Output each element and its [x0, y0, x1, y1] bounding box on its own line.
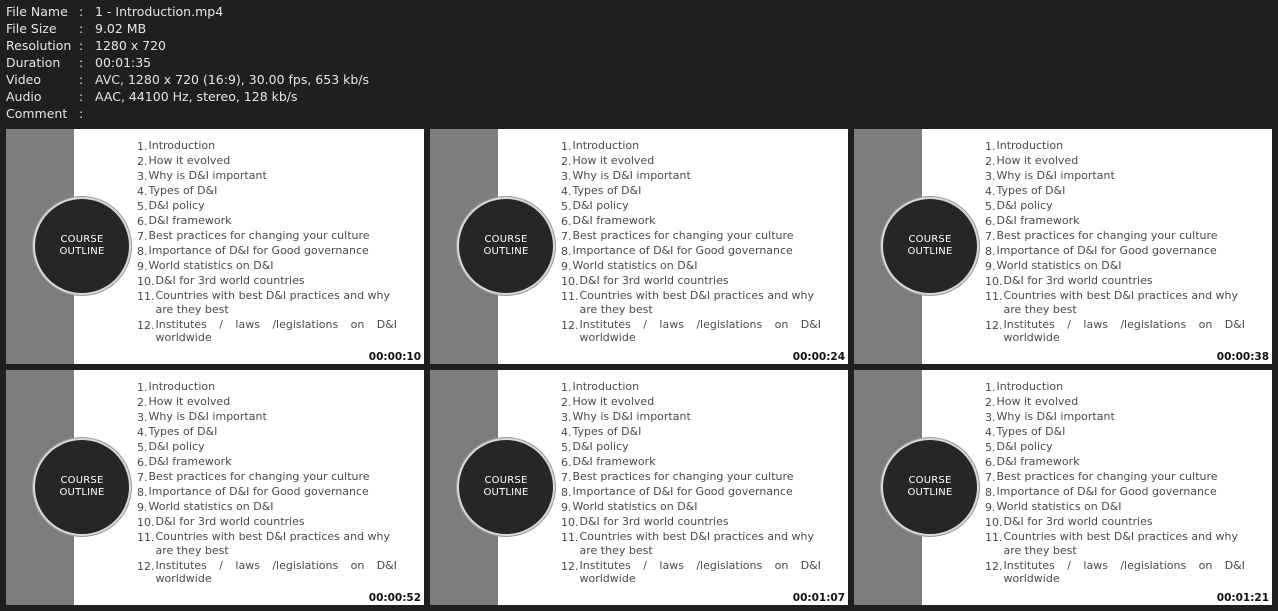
outline-item-number: 9.	[985, 260, 996, 273]
outline-item-text: World statistics on D&I	[996, 500, 1122, 513]
outline-item-text: Best practices for changing your culture	[996, 470, 1218, 483]
outline-item-text: Why is D&I important	[148, 410, 267, 423]
outline-item-number: 8.	[137, 245, 148, 258]
outline-item	[985, 139, 1245, 154]
outline-item-text: Best practices for changing your culture	[996, 229, 1218, 242]
outline-item-number: 1.	[561, 140, 572, 153]
outline-item-text: Importance of D&I for Good governance	[572, 244, 793, 257]
course-outline-list	[985, 139, 1245, 346]
outline-item-number: 12.	[561, 559, 579, 573]
badge-line: OUTLINE	[907, 246, 953, 257]
outline-item	[137, 530, 397, 557]
outline-item-text: Importance of D&I for Good governance	[148, 244, 369, 257]
outline-item-text: Why is D&I important	[996, 169, 1115, 182]
outline-item-number: 7.	[985, 230, 996, 243]
outline-item-text: How it evolved	[572, 395, 655, 408]
outline-item	[985, 169, 1245, 184]
thumbnail-timestamp: 00:00:24	[792, 351, 845, 363]
outline-item-text: D&I policy	[996, 199, 1053, 212]
outline-item-text: D&I for 3rd world countries	[579, 515, 729, 528]
outline-item-text: Introduction	[572, 380, 640, 393]
meta-row-file-size	[6, 20, 369, 37]
outline-item	[137, 395, 397, 410]
outline-item-number: 12.	[137, 559, 155, 573]
outline-item	[985, 395, 1245, 410]
outline-item-text: Types of D&I	[572, 184, 642, 197]
meta-row-duration	[6, 54, 369, 71]
outline-item-number: 1.	[137, 381, 148, 394]
outline-item-number: 11.	[985, 290, 1003, 303]
meta-label: File Size	[6, 21, 57, 36]
outline-item-number: 2.	[137, 396, 148, 409]
outline-item-text: Countries with best D&I practices and why are they best	[155, 289, 391, 316]
outline-item-number: 4.	[985, 185, 996, 198]
outline-item-text: D&I for 3rd world countries	[1003, 515, 1153, 528]
outline-item-text: Countries with best D&I practices and why are they best	[579, 530, 815, 557]
course-outline-list	[137, 380, 397, 587]
outline-item	[561, 395, 821, 410]
outline-item-text: Introduction	[148, 380, 216, 393]
outline-item-text: World statistics on D&I	[148, 259, 274, 272]
outline-item-number: 11.	[137, 531, 155, 544]
outline-item	[561, 530, 821, 557]
outline-item-text: D&I policy	[572, 199, 629, 212]
outline-item-number: 6.	[137, 215, 148, 228]
video-thumbnail-5[interactable]	[430, 370, 848, 605]
outline-item	[985, 289, 1245, 316]
course-outline-list	[561, 139, 821, 346]
outline-item-text: How it evolved	[996, 395, 1079, 408]
outline-item-number: 7.	[561, 471, 572, 484]
outline-item	[561, 515, 821, 530]
outline-item-number: 8.	[985, 245, 996, 258]
outline-item-text: Introduction	[996, 139, 1064, 152]
meta-row-comment	[6, 105, 369, 122]
outline-item	[137, 440, 397, 455]
outline-item	[561, 485, 821, 500]
outline-item-text: Best practices for changing your culture	[148, 470, 370, 483]
meta-separator: :	[79, 21, 84, 36]
outline-item-text: Institutes / laws /legislations on D&I worldwide	[155, 317, 397, 344]
meta-label: Comment	[6, 106, 68, 121]
outline-item-text: Importance of D&I for Good governance	[572, 485, 793, 498]
outline-item-text: Institutes / laws /legislations on D&I worldwide	[579, 317, 821, 344]
outline-item-text: Types of D&I	[996, 184, 1066, 197]
outline-item	[985, 154, 1245, 169]
video-thumbnail-1[interactable]	[6, 129, 424, 364]
outline-item-number: 9.	[561, 260, 572, 273]
outline-item	[985, 485, 1245, 500]
outline-item	[561, 214, 821, 229]
badge-line: COURSE	[60, 233, 104, 245]
outline-item	[561, 440, 821, 455]
outline-item-text: How it evolved	[148, 154, 231, 167]
thumbnail-timestamp: 00:01:07	[792, 592, 845, 604]
meta-separator: :	[79, 55, 84, 70]
outline-item-text: Importance of D&I for Good governance	[996, 485, 1217, 498]
meta-label: Audio	[6, 89, 42, 104]
outline-item-text: World statistics on D&I	[996, 259, 1122, 272]
outline-item-number: 9.	[985, 501, 996, 514]
course-outline-list	[137, 139, 397, 346]
meta-value: 9.02 MB	[95, 21, 147, 36]
outline-item	[561, 274, 821, 289]
outline-item	[561, 470, 821, 485]
outline-item-number: 12.	[985, 318, 1003, 332]
meta-value: 1280 x 720	[95, 38, 167, 53]
outline-item	[137, 169, 397, 184]
outline-item	[561, 425, 821, 440]
outline-item-number: 12.	[137, 318, 155, 332]
outline-item	[137, 380, 397, 395]
course-outline-badge	[457, 438, 555, 536]
outline-item	[985, 244, 1245, 259]
outline-item-number: 6.	[137, 456, 148, 469]
outline-item	[137, 470, 397, 485]
outline-item-text: Countries with best D&I practices and why are they best	[1003, 530, 1239, 557]
outline-item	[561, 169, 821, 184]
outline-item	[561, 184, 821, 199]
outline-item	[137, 184, 397, 199]
meta-row-audio	[6, 88, 369, 105]
outline-item	[561, 500, 821, 515]
outline-item	[985, 410, 1245, 425]
outline-item-number: 11.	[985, 531, 1003, 544]
outline-item-number: 6.	[561, 456, 572, 469]
outline-item-number: 8.	[985, 486, 996, 499]
course-outline-badge	[33, 438, 131, 536]
outline-item	[561, 139, 821, 154]
meta-label: File Name	[6, 4, 68, 19]
outline-item	[137, 139, 397, 154]
outline-item-text: Types of D&I	[148, 184, 218, 197]
outline-item-text: Why is D&I important	[996, 410, 1115, 423]
meta-row-resolution	[6, 37, 369, 54]
outline-item-text: Types of D&I	[996, 425, 1066, 438]
outline-item	[985, 184, 1245, 199]
outline-item-number: 8.	[137, 486, 148, 499]
outline-item-number: 1.	[561, 381, 572, 394]
outline-item	[137, 485, 397, 500]
meta-value: 00:01:35	[95, 55, 152, 70]
outline-item-text: Institutes / laws /legislations on D&I worldwide	[155, 558, 397, 585]
outline-item-number: 6.	[985, 215, 996, 228]
outline-item-number: 5.	[137, 441, 148, 454]
outline-item	[137, 425, 397, 440]
outline-item-text: Introduction	[572, 139, 640, 152]
outline-item-number: 11.	[561, 290, 579, 303]
badge-line: COURSE	[60, 474, 104, 486]
thumbnail-grid	[6, 129, 1272, 605]
outline-item-number: 10.	[561, 275, 579, 288]
outline-item	[985, 274, 1245, 289]
course-outline-badge	[33, 197, 131, 295]
course-outline-badge	[457, 197, 555, 295]
outline-item-number: 6.	[561, 215, 572, 228]
outline-item-number: 3.	[561, 170, 572, 183]
outline-item	[137, 455, 397, 470]
course-outline-list	[985, 380, 1245, 587]
video-thumbnail-3[interactable]	[854, 129, 1272, 364]
badge-line: COURSE	[484, 474, 528, 486]
outline-item	[561, 259, 821, 274]
outline-item	[985, 500, 1245, 515]
outline-item-number: 10.	[985, 275, 1003, 288]
outline-item	[137, 259, 397, 274]
badge-line: COURSE	[908, 474, 952, 486]
outline-item-number: 1.	[985, 381, 996, 394]
outline-item-text: Best practices for changing your culture	[572, 470, 794, 483]
outline-item-text: Why is D&I important	[572, 169, 691, 182]
outline-item-text: D&I policy	[572, 440, 629, 453]
outline-item	[561, 244, 821, 259]
outline-item	[985, 259, 1245, 274]
outline-item-number: 4.	[137, 426, 148, 439]
outline-item	[985, 425, 1245, 440]
outline-item-number: 7.	[137, 471, 148, 484]
outline-item-text: D&I framework	[996, 214, 1080, 227]
outline-item	[137, 289, 397, 316]
outline-item-text: Why is D&I important	[148, 169, 267, 182]
outline-item	[137, 559, 397, 586]
outline-item	[985, 470, 1245, 485]
outline-item	[137, 515, 397, 530]
badge-line: OUTLINE	[59, 487, 105, 498]
outline-item-number: 10.	[561, 516, 579, 529]
outline-item-number: 1.	[137, 140, 148, 153]
outline-item-text: D&I framework	[572, 455, 656, 468]
outline-item	[561, 455, 821, 470]
badge-line: COURSE	[484, 233, 528, 245]
badge-line: COURSE	[908, 233, 952, 245]
outline-item	[985, 199, 1245, 214]
outline-item-number: 8.	[561, 245, 572, 258]
outline-item	[561, 154, 821, 169]
outline-item-text: Best practices for changing your culture	[148, 229, 370, 242]
outline-item	[985, 530, 1245, 557]
outline-item-text: D&I framework	[148, 214, 232, 227]
outline-item-text: D&I framework	[996, 455, 1080, 468]
outline-item-number: 5.	[985, 200, 996, 213]
meta-separator: :	[79, 106, 84, 121]
outline-item-text: D&I for 3rd world countries	[155, 515, 305, 528]
outline-item	[985, 380, 1245, 395]
outline-item	[985, 214, 1245, 229]
outline-item	[137, 274, 397, 289]
outline-item-text: Countries with best D&I practices and why are they best	[579, 289, 815, 316]
outline-item-text: D&I policy	[148, 199, 205, 212]
outline-item-text: D&I framework	[148, 455, 232, 468]
outline-item-number: 4.	[137, 185, 148, 198]
outline-item	[561, 380, 821, 395]
outline-item-number: 3.	[561, 411, 572, 424]
meta-value: AAC, 44100 Hz, stereo, 128 kb/s	[95, 89, 298, 104]
badge-line: OUTLINE	[483, 246, 529, 257]
outline-item-number: 2.	[561, 396, 572, 409]
outline-item-text: Introduction	[148, 139, 216, 152]
outline-item-number: 4.	[561, 185, 572, 198]
meta-row-video	[6, 71, 369, 88]
meta-label: Resolution	[6, 38, 72, 53]
thumbnail-timestamp: 00:00:10	[368, 351, 421, 363]
outline-item-number: 12.	[985, 559, 1003, 573]
outline-item-text: D&I policy	[996, 440, 1053, 453]
outline-item	[137, 318, 397, 345]
outline-item-text: How it evolved	[996, 154, 1079, 167]
outline-item-number: 10.	[985, 516, 1003, 529]
outline-item-number: 5.	[137, 200, 148, 213]
outline-item-text: Best practices for changing your culture	[572, 229, 794, 242]
outline-item-number: 2.	[561, 155, 572, 168]
outline-item	[137, 214, 397, 229]
outline-item-text: Institutes / laws /legislations on D&I worldwide	[1003, 558, 1245, 585]
outline-item-number: 3.	[137, 411, 148, 424]
outline-item	[985, 515, 1245, 530]
outline-item-text: World statistics on D&I	[572, 259, 698, 272]
outline-item-number: 11.	[137, 290, 155, 303]
outline-item-text: Types of D&I	[572, 425, 642, 438]
meta-separator: :	[79, 89, 84, 104]
outline-item-number: 5.	[561, 200, 572, 213]
meta-label: Video	[6, 72, 42, 87]
meta-separator: :	[79, 72, 84, 87]
outline-item	[137, 199, 397, 214]
outline-item-number: 3.	[137, 170, 148, 183]
badge-line: OUTLINE	[907, 487, 953, 498]
outline-item	[561, 199, 821, 214]
outline-item-number: 2.	[137, 155, 148, 168]
outline-item-text: Countries with best D&I practices and why are they best	[1003, 289, 1239, 316]
outline-item-number: 10.	[137, 275, 155, 288]
outline-item-number: 1.	[985, 140, 996, 153]
outline-item-number: 5.	[561, 441, 572, 454]
thumbnail-timestamp: 00:01:21	[1216, 592, 1269, 604]
outline-item-text: D&I for 3rd world countries	[155, 274, 305, 287]
outline-item-text: Institutes / laws /legislations on D&I worldwide	[579, 558, 821, 585]
thumbnail-timestamp: 00:00:52	[368, 592, 421, 604]
outline-item-number: 7.	[561, 230, 572, 243]
course-outline-list	[561, 380, 821, 587]
thumbnail-timestamp: 00:00:38	[1216, 351, 1269, 363]
outline-item-text: D&I policy	[148, 440, 205, 453]
outline-item-text: D&I for 3rd world countries	[579, 274, 729, 287]
outline-item-number: 11.	[561, 531, 579, 544]
outline-item-number: 9.	[137, 260, 148, 273]
meta-label: Duration	[6, 55, 61, 70]
outline-item-number: 4.	[561, 426, 572, 439]
meta-row-file-name	[6, 3, 369, 20]
outline-item	[137, 229, 397, 244]
meta-value: 1 - Introduction.mp4	[95, 4, 224, 19]
meta-separator: :	[79, 38, 84, 53]
outline-item-number: 7.	[137, 230, 148, 243]
video-thumbnail-4[interactable]	[6, 370, 424, 605]
outline-item-text: Introduction	[996, 380, 1064, 393]
outline-item-number: 4.	[985, 426, 996, 439]
outline-item-text: Types of D&I	[148, 425, 218, 438]
outline-item	[561, 229, 821, 244]
outline-item-number: 2.	[985, 155, 996, 168]
outline-item	[985, 455, 1245, 470]
outline-item-number: 10.	[137, 516, 155, 529]
outline-item-text: D&I for 3rd world countries	[1003, 274, 1153, 287]
course-outline-badge	[881, 438, 979, 536]
outline-item-number: 9.	[561, 501, 572, 514]
outline-item-text: World statistics on D&I	[148, 500, 274, 513]
outline-item	[561, 410, 821, 425]
outline-item	[137, 244, 397, 259]
outline-item-number: 2.	[985, 396, 996, 409]
video-thumbnail-6[interactable]	[854, 370, 1272, 605]
meta-value: AVC, 1280 x 720 (16:9), 30.00 fps, 653 kb/s	[95, 72, 370, 87]
outline-item-number: 7.	[985, 471, 996, 484]
outline-item	[985, 440, 1245, 455]
outline-item	[137, 410, 397, 425]
outline-item-text: Countries with best D&I practices and why are they best	[155, 530, 391, 557]
outline-item	[985, 229, 1245, 244]
outline-item-text: World statistics on D&I	[572, 500, 698, 513]
outline-item-text: Importance of D&I for Good governance	[148, 485, 369, 498]
outline-item-text: Institutes / laws /legislations on D&I worldwide	[1003, 317, 1245, 344]
outline-item-text: D&I framework	[572, 214, 656, 227]
outline-item	[985, 318, 1245, 345]
badge-line: OUTLINE	[59, 246, 105, 257]
outline-item-number: 12.	[561, 318, 579, 332]
course-outline-badge	[881, 197, 979, 295]
outline-item	[561, 559, 821, 586]
video-thumbnail-2[interactable]	[430, 129, 848, 364]
outline-item-number: 9.	[137, 501, 148, 514]
outline-item-text: Importance of D&I for Good governance	[996, 244, 1217, 257]
outline-item-text: How it evolved	[148, 395, 231, 408]
badge-line: OUTLINE	[483, 487, 529, 498]
outline-item-number: 5.	[985, 441, 996, 454]
outline-item-number: 3.	[985, 411, 996, 424]
outline-item-text: Why is D&I important	[572, 410, 691, 423]
outline-item-number: 8.	[561, 486, 572, 499]
outline-item-number: 6.	[985, 456, 996, 469]
outline-item-text: How it evolved	[572, 154, 655, 167]
outline-item	[137, 154, 397, 169]
outline-item	[561, 318, 821, 345]
outline-item	[561, 289, 821, 316]
outline-item	[137, 500, 397, 515]
file-metadata	[6, 3, 369, 122]
outline-item-number: 3.	[985, 170, 996, 183]
meta-separator: :	[79, 4, 84, 19]
outline-item	[985, 559, 1245, 586]
